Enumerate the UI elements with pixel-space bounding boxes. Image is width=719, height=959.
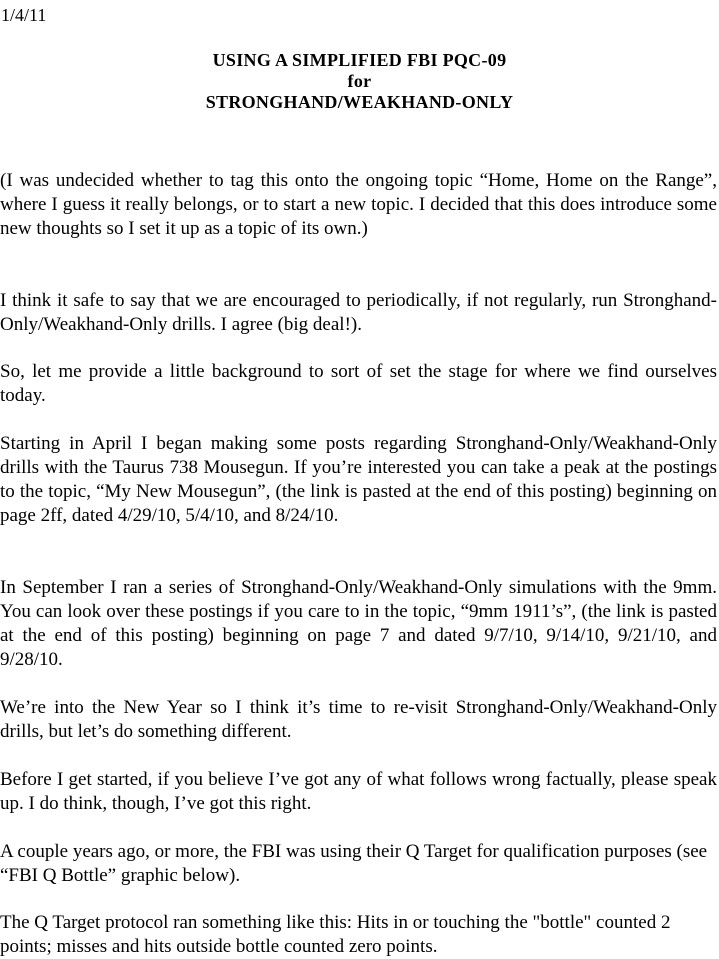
paragraph-intro: (I was undecided whether to tag this onto the ongoing topic “Home, Home on the Range”, where I guess it really belongs, or to start a new topic. I decided that this does introduce some new thoughts so I set it up as a topic of its own.) [0, 170, 717, 239]
paragraph-september-posts: In September I ran a series of Stronghand-Only/Weakhand-Only simulations with the 9mm. You can look over these postings if you care to in the topic, “9mm 1911’s”, (the link is pasted at the end of this posting) beginning on page 7 and dated 9/7/10, 9/14/10, 9/21/10, and 9/28/10. [0, 577, 717, 670]
paragraph-encouraged: I think it safe to say that we are encouraged to periodically, if not regularly, run Stronghand-Only/Weakhand-Only drills. I agree (big deal!). [0, 290, 717, 335]
paragraph-q-protocol: The Q Target protocol ran something like this: Hits in or touching the "bottle" counted 2 points; misses and hits outside bottle counted zero points. [0, 912, 671, 957]
document-date: 1/4/11 [1, 5, 47, 25]
paragraph-q-target: A couple years ago, or more, the FBI was using their Q Target for qualification purposes (see “FBI Q Bottle” graphic below). [0, 841, 708, 886]
document-title [0, 50, 719, 113]
paragraph-before-start: Before I get started, if you believe I’ve got any of what follows wrong factually, please speak up. I do think, though, I’ve got this right. [0, 769, 717, 814]
paragraph-april-posts: Starting in April I began making some posts regarding Stronghand-Only/Weakhand-Only drills with the Taurus 738 Mousegun. If you’re interested you can take a peak at the postings to the topic, “My New Mousegun”, (the link is pasted at the end of this posting) beginning on page 2ff, dated 4/29/10, 5/4/10, and 8/24/10. [0, 433, 717, 526]
title-line-1: USING A SIMPLIFIED FBI PQC-09 [212, 50, 507, 70]
paragraph-background: So, let me provide a little background to sort of set the stage for where we find ourselves today. [0, 361, 717, 406]
paragraph-new-year: We’re into the New Year so I think it’s time to re-visit Stronghand-Only/Weakhand-Only drills, but let’s do something different. [0, 697, 717, 742]
title-line-3: STRONGHAND/WEAKHAND-ONLY [205, 92, 514, 112]
title-line-2: for [347, 71, 372, 91]
